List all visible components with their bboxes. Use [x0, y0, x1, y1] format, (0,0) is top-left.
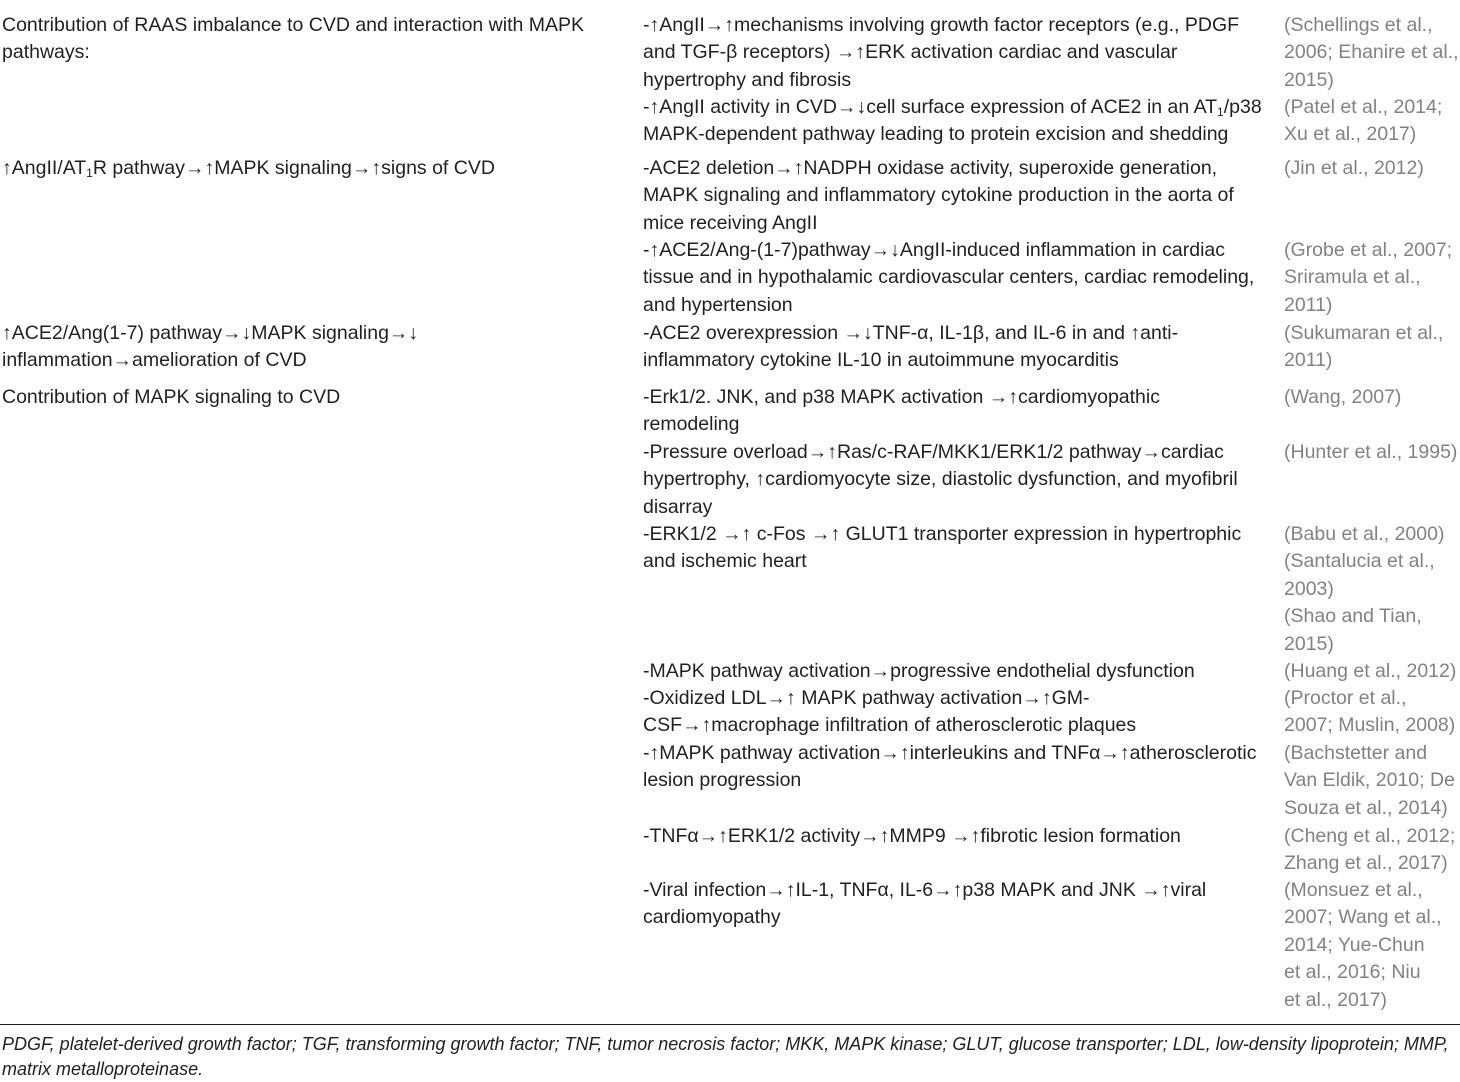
finding-cell: -↑ACE2/Ang-(1-7)pathway→↓AngII-induced inflammation in cardiac tissue and in hypothalamic cardiovascular centers, cardiac remodeling, and hypertension	[643, 239, 1255, 316]
category-cell: Contribution of MAPK signaling to CVD	[2, 386, 341, 408]
finding-cell: -Pressure overload→↑Ras/c-RAF/MKK1/ERK1/2 pathway→cardiac hypertrophy, ↑cardiomyocyte size, diastolic dysfunction, and myofibril disarray	[643, 441, 1238, 518]
reference-cell: (Schellings et al., 2006; Ehanire et al., 2015)	[1284, 14, 1459, 91]
reference-cell: (Jin et al., 2012)	[1284, 157, 1424, 179]
finding-cell: -Viral infection→↑IL-1, TNFα, IL-6→↑p38 MAPK and JNK →↑viral cardiomyopathy	[643, 879, 1207, 929]
reference-cell: (Babu et al., 2000) (Santalucia et al., 2003) (Shao and Tian, 2015)	[1284, 523, 1445, 655]
reference-cell: (Grobe et al., 2007; Sriramula et al., 2011)	[1284, 239, 1453, 316]
reference-cell: (Hunter et al., 1995)	[1284, 441, 1458, 463]
reference-cell: (Bachstetter and Van Eldik, 2010; De Souza et al., 2014)	[1284, 742, 1455, 819]
table-footnote: PDGF, platelet-derived growth factor; TGF, transforming growth factor; TNF, tumor necrosis factor; MKK, MAPK kinase; GLUT, glucose transporter; LDL, low-density lipoprotein; MMP, matrix metalloproteinase.	[2, 1034, 1449, 1079]
reference-cell: (Monsuez et al., 2007; Wang et al., 2014; Yue-Chun et al., 2016; Niu et al., 2017)	[1284, 879, 1442, 1011]
footnote-divider	[0, 1024, 1460, 1025]
finding-cell: -Oxidized LDL→↑ MAPK pathway activation→↑GM- CSF→↑macrophage infiltration of atherosclerotic plaques	[643, 687, 1137, 737]
finding-cell: -ERK1/2 →↑ c-Fos →↑ GLUT1 transporter expression in hypertrophic and ischemic heart	[643, 523, 1242, 573]
finding-cell: -↑MAPK pathway activation→↑interleukins and TNFα→↑atherosclerotic lesion progression	[643, 742, 1257, 792]
category-cell: $↑AngII/AT_1R$ pathway→↑MAPK signaling→↑signs of CVD	[2, 157, 495, 180]
finding-cell: -TNFα→↑ERK1/2 activity→↑MMP9 →↑fibrotic lesion formation	[643, 825, 1181, 847]
reference-cell: (Patel et al., 2014; Xu et al., 2017)	[1284, 96, 1443, 146]
finding-cell: -Erk1/2. JNK, and p38 MAPK activation →↑cardiomyopathic remodeling	[643, 386, 1160, 436]
reference-cell: (Huang et al., 2012)	[1284, 660, 1457, 682]
finding-cell: -↑AngII activity in CVD→↓cell surface expression of ACE2 in an $AT_1/p38$ MAPK-dependent pathway leading to protein excision and shedding	[643, 96, 1262, 146]
finding-cell: -ACE2 deletion→↑NADPH oxidase activity, superoxide generation, MAPK signaling and inflammatory cytokine production in the aorta of mice receiving AngII	[643, 157, 1234, 234]
category-cell: Contribution of RAAS imbalance to CVD and interaction with MAPK pathways:	[2, 14, 585, 64]
finding-cell: -MAPK pathway activation→progressive endothelial dysfunction	[643, 660, 1195, 682]
reference-cell: (Wang, 2007)	[1284, 386, 1402, 408]
category-cell: ↑ACE2/Ang(1-7) pathway→↓MAPK signaling→↓ inflammation→amelioration of CVD	[2, 322, 419, 372]
reference-cell: (Proctor et al., 2007; Muslin, 2008)	[1284, 687, 1456, 737]
finding-cell: -ACE2 overexpression →↓TNF-α, IL-1β, and IL-6 in and ↑anti- inflammatory cytokine IL-10 in autoimmune myocarditis	[643, 322, 1179, 372]
reference-cell: (Cheng et al., 2012; Zhang et al., 2017)	[1284, 825, 1456, 875]
finding-cell: -↑AngII→↑mechanisms involving growth factor receptors (e.g., PDGF and TGF-β receptors) →↑ERK activation cardiac and vascular hypertrophy and fibrosis	[643, 14, 1240, 91]
reference-cell: (Sukumaran et al., 2011)	[1284, 322, 1444, 372]
